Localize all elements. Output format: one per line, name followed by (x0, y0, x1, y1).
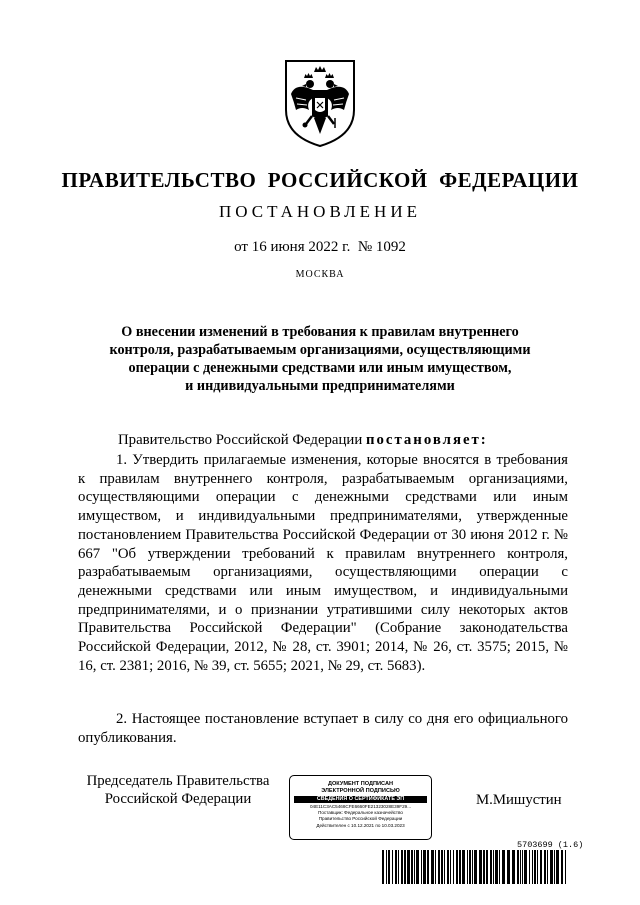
barcode-bar (382, 850, 384, 884)
heading-line: О внесении изменений в требования к правилам внутреннего (121, 324, 519, 340)
barcode (382, 850, 568, 884)
barcode-bar (565, 850, 566, 884)
barcode-bar (502, 850, 505, 884)
stamp-issuer: Поставщик: Федеральное казначейство (318, 810, 403, 816)
barcode-bar (459, 850, 461, 884)
barcode-bar (407, 850, 410, 884)
barcode-bar (472, 850, 473, 884)
barcode-bar (556, 850, 559, 884)
barcode-bar (456, 850, 458, 884)
barcode-bar (540, 850, 542, 884)
barcode-number: 5703699 (1.6) (517, 840, 584, 850)
stamp-validity: Действителен с 10.12.2021 по 10.03.2023 (316, 822, 405, 828)
barcode-bar (522, 850, 523, 884)
barcode-bar (532, 850, 533, 884)
barcode-bar (544, 850, 546, 884)
barcode-bar (490, 850, 492, 884)
barcode-bar (447, 850, 449, 884)
barcode-bar (398, 850, 399, 884)
barcode-bar (550, 850, 553, 884)
barcode-bar (537, 850, 538, 884)
barcode-bar (438, 850, 440, 884)
barcode-bar (450, 850, 451, 884)
barcode-bar (529, 850, 530, 884)
stamp-owner: Правительство Российской Федерации (318, 816, 403, 822)
barcode-bar (467, 850, 468, 884)
barcode-bar (441, 850, 443, 884)
government-title: ПРАВИТЕЛЬСТВО РОССИЙСКОЙ ФЕДЕРАЦИИ (61, 168, 579, 192)
preamble-lead: Правительство Российской Федерации (118, 432, 366, 448)
barcode-bar (431, 850, 434, 884)
barcode-bar (392, 850, 393, 884)
stamp-cert-number: 04E11C3AC5468CFE6660FE21323028E39F29... (309, 804, 412, 809)
barcode-bar (421, 850, 422, 884)
barcode-bar (520, 850, 521, 884)
barcode-bar (499, 850, 500, 884)
barcode-bar (453, 850, 454, 884)
paragraph-item-2: 2. Настоящее постановление вступает в силу со дня его официального опубликования. (78, 711, 568, 746)
barcode-bar (423, 850, 426, 884)
barcode-bar (479, 850, 482, 884)
barcode-bar (416, 850, 419, 884)
barcode-bar (401, 850, 403, 884)
barcode-bar (411, 850, 413, 884)
paragraph-item-1: 1. Утвердить прилагаемые изменения, которые вносятся в требования к правилам внутреннего контроля, разрабатываемым организациями, осуществляющими операции с денежными средствами или иным имуществом, и индивидуальными предпринимателями, утвержденные постановлением Правительства Российской Федерации от 30 июня 2012 г. № 667 "Об утверждении требований к правилам внутреннего контроля, разрабатываемым организациями, осуществляющими операции с денежными средствами или иным имуществом, и индивидуальными предпринимателями, и о признании утратившими силу некоторых актов Правительства Российской Федерации" (Собрание законодательства Российской Федерации, 2012, № 28, ст. 3901; 2014, № 26, ст. 3575; 2015, № 16, ст. 2381; 2016, № 39, ст. 5655; 2021, № 29, ст. 5683). (78, 452, 568, 674)
heading-line: и индивидуальными предпринимателями (185, 378, 455, 394)
barcode-bar (512, 850, 515, 884)
electronic-signature-stamp (289, 775, 432, 840)
document-city: МОСКВА (295, 269, 345, 280)
barcode-bar (474, 850, 477, 884)
barcode-bar (435, 850, 436, 884)
barcode-bar (462, 850, 465, 884)
barcode-bar (493, 850, 494, 884)
signer-position (78, 772, 278, 808)
barcode-bar (547, 850, 548, 884)
barcode-bar (386, 850, 387, 884)
barcode-bar (486, 850, 488, 884)
barcode-bar (517, 850, 519, 884)
signer-position-line: Председатель Правительства (86, 773, 270, 789)
preamble-keyword: постановляет: (365, 432, 488, 448)
signer-name: М.Мишустин (476, 792, 562, 808)
heading-line: контроля, разрабатываемым организациями, осуществляющими (109, 342, 531, 358)
preamble-paragraph (118, 431, 568, 450)
stamp-line: ДОКУМЕНТ ПОДПИСАН (327, 781, 394, 787)
heading-line: операции с денежными средствами или иным имуществом, (128, 360, 512, 376)
barcode-bar (507, 850, 510, 884)
barcode-bar (561, 850, 563, 884)
signer-position-line: Российской Федерации (104, 791, 252, 807)
document-type: ПОСТАНОВЛЕНИЕ (218, 202, 421, 221)
document-date-number: от 16 июня 2022 г. № 1092 (234, 239, 406, 255)
barcode-bar (554, 850, 555, 884)
barcode-bar (427, 850, 429, 884)
barcode-bar (414, 850, 415, 884)
barcode-bar (483, 850, 485, 884)
barcode-bar (495, 850, 498, 884)
coat-of-arms-emblem (282, 58, 358, 148)
stamp-line: ЭЛЕКТРОННОЙ ПОДПИСЬЮ (321, 788, 400, 794)
barcode-bar (524, 850, 527, 884)
document-heading (80, 323, 560, 395)
barcode-bar (534, 850, 536, 884)
barcode-bar (444, 850, 445, 884)
barcode-bar (469, 850, 471, 884)
stamp-cert-header: СВЕДЕНИЯ О СЕРТИФИКАТЕ ЭП (294, 796, 427, 803)
barcode-bar (404, 850, 406, 884)
barcode-bar (388, 850, 390, 884)
barcode-bar (395, 850, 397, 884)
